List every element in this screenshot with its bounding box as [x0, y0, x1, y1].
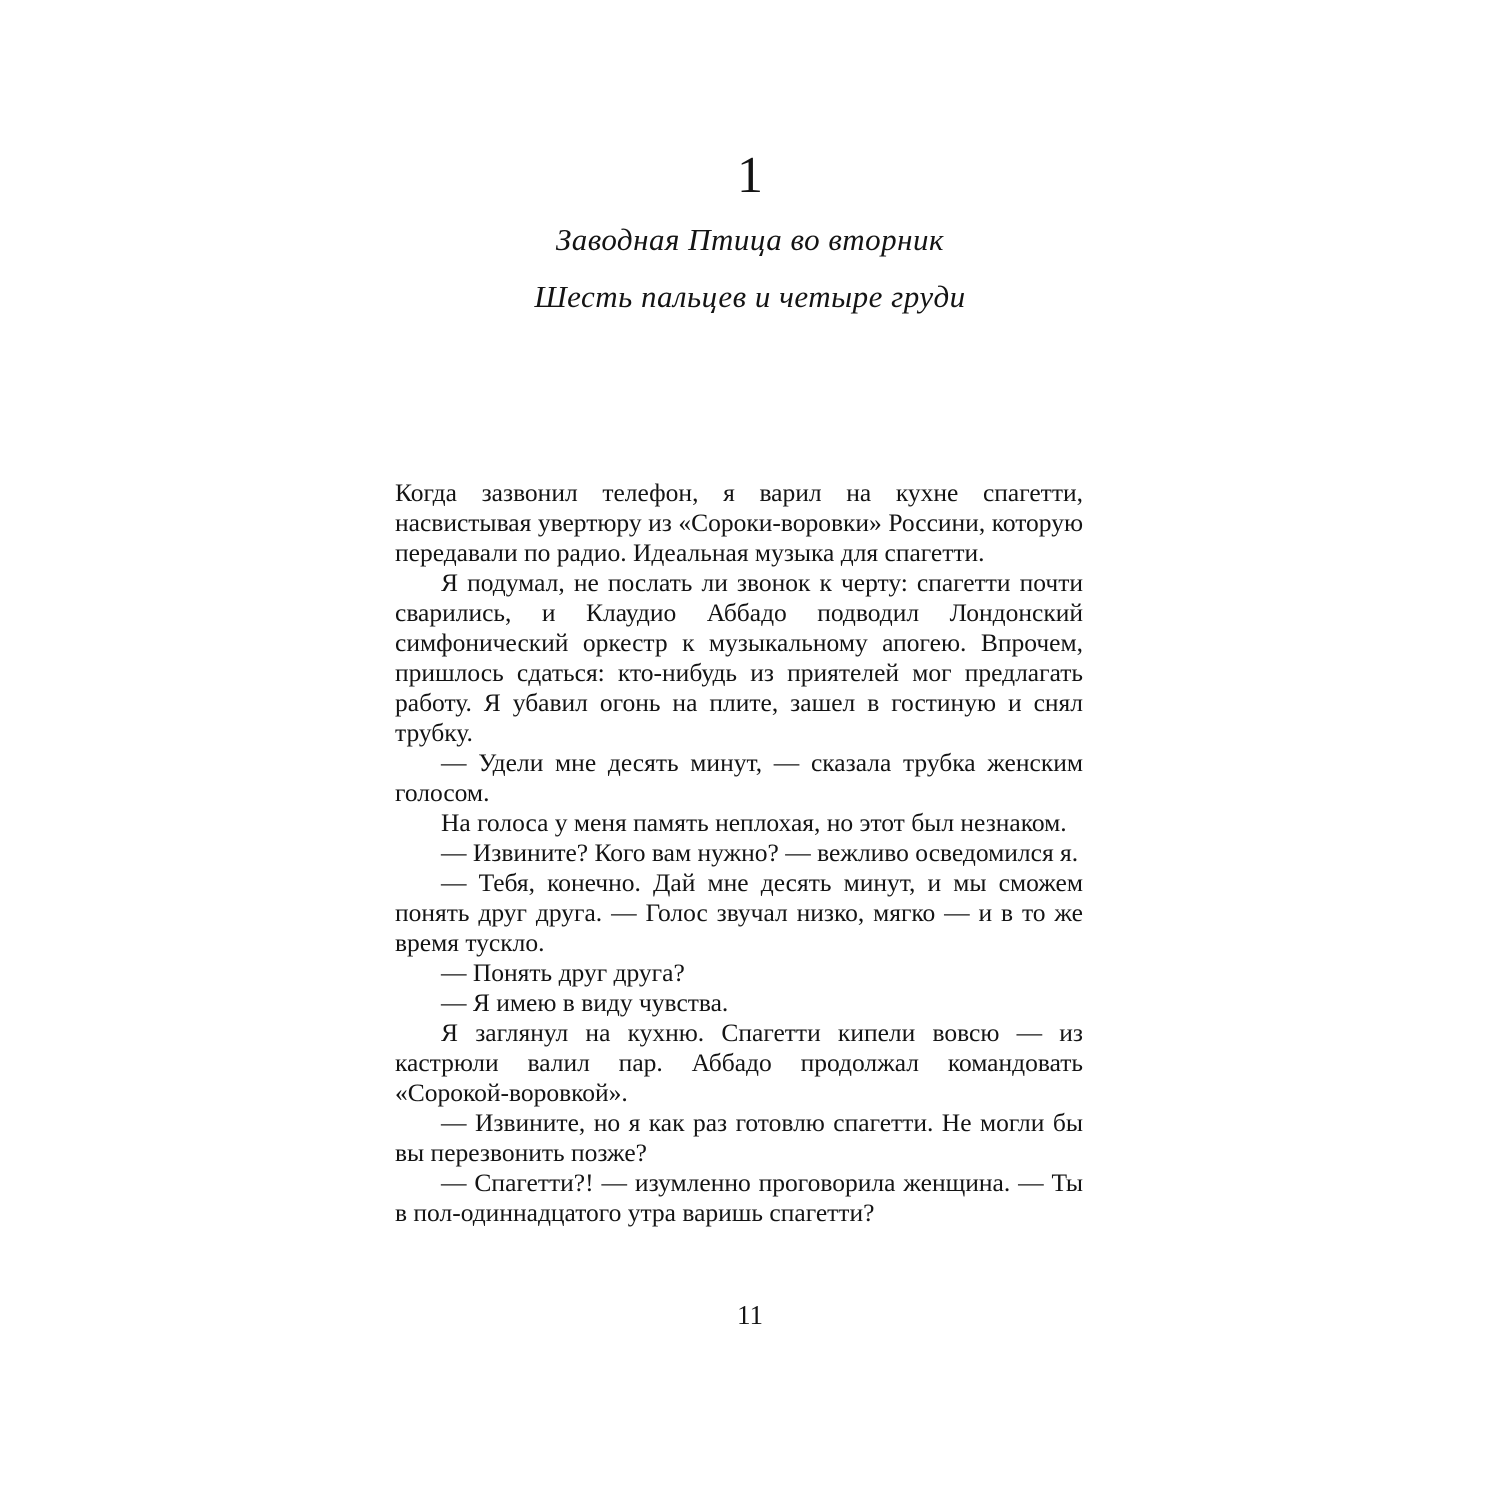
paragraph: — Спагетти?! — изумленно проговорила женщина. — Ты в пол-одиннадцатого утра варишь спагетти? — [395, 1168, 1083, 1227]
paragraph: На голоса у меня память неплохая, но этот был незнаком. — [441, 808, 1067, 837]
chapter-header — [0, 147, 1500, 338]
body-text — [395, 478, 1083, 1228]
paragraph: Я подумал, не послать ли звонок к черту: спагетти почти сварились, и Клаудио Аббадо подводил Лондонский симфонический оркестр к музыкальному апогею. Впрочем, пришлось сдаться: кто-нибудь из приятелей мог предлагать работу. Я убавил огонь на плите, зашел в гостиную и снял трубку. — [395, 568, 1083, 747]
chapter-title-line-2: Шесть пальцев и четыре груди — [534, 279, 966, 314]
paragraph: — Извините, но я как раз готовлю спагетти. Не могли бы вы перезвонить позже? — [395, 1108, 1083, 1167]
paragraph: — Понять друг друга? — [441, 958, 685, 987]
page-number: 11 — [737, 1300, 763, 1330]
paragraph: Когда зазвонил телефон, я варил на кухне спагетти, насвистывая увертюру из «Сороки-воровки» Россини, которую передавали по радио. Идеальная музыка для спагетти. — [395, 478, 1083, 567]
paragraph: — Извините? Кого вам нужно? — вежливо осведомился я. — [441, 838, 1079, 867]
paragraph: — Я имею в виду чувства. — [441, 988, 729, 1017]
chapter-number: 1 — [737, 147, 763, 204]
paragraph: — Удели мне десять минут, — сказала трубка женским голосом. — [395, 748, 1083, 807]
chapter-title-line-1: Заводная Птица во вторник — [555, 222, 945, 257]
paragraph: — Тебя, конечно. Дай мне десять минут, и мы сможем понять друг друга. — Голос звучал низко, мягко — и в то же время тускло. — [395, 868, 1083, 957]
paragraph: Я заглянул на кухню. Спагетти кипели вовсю — из кастрюли валил пар. Аббадо продолжал командовать «Сорокой-воровкой». — [395, 1018, 1083, 1107]
